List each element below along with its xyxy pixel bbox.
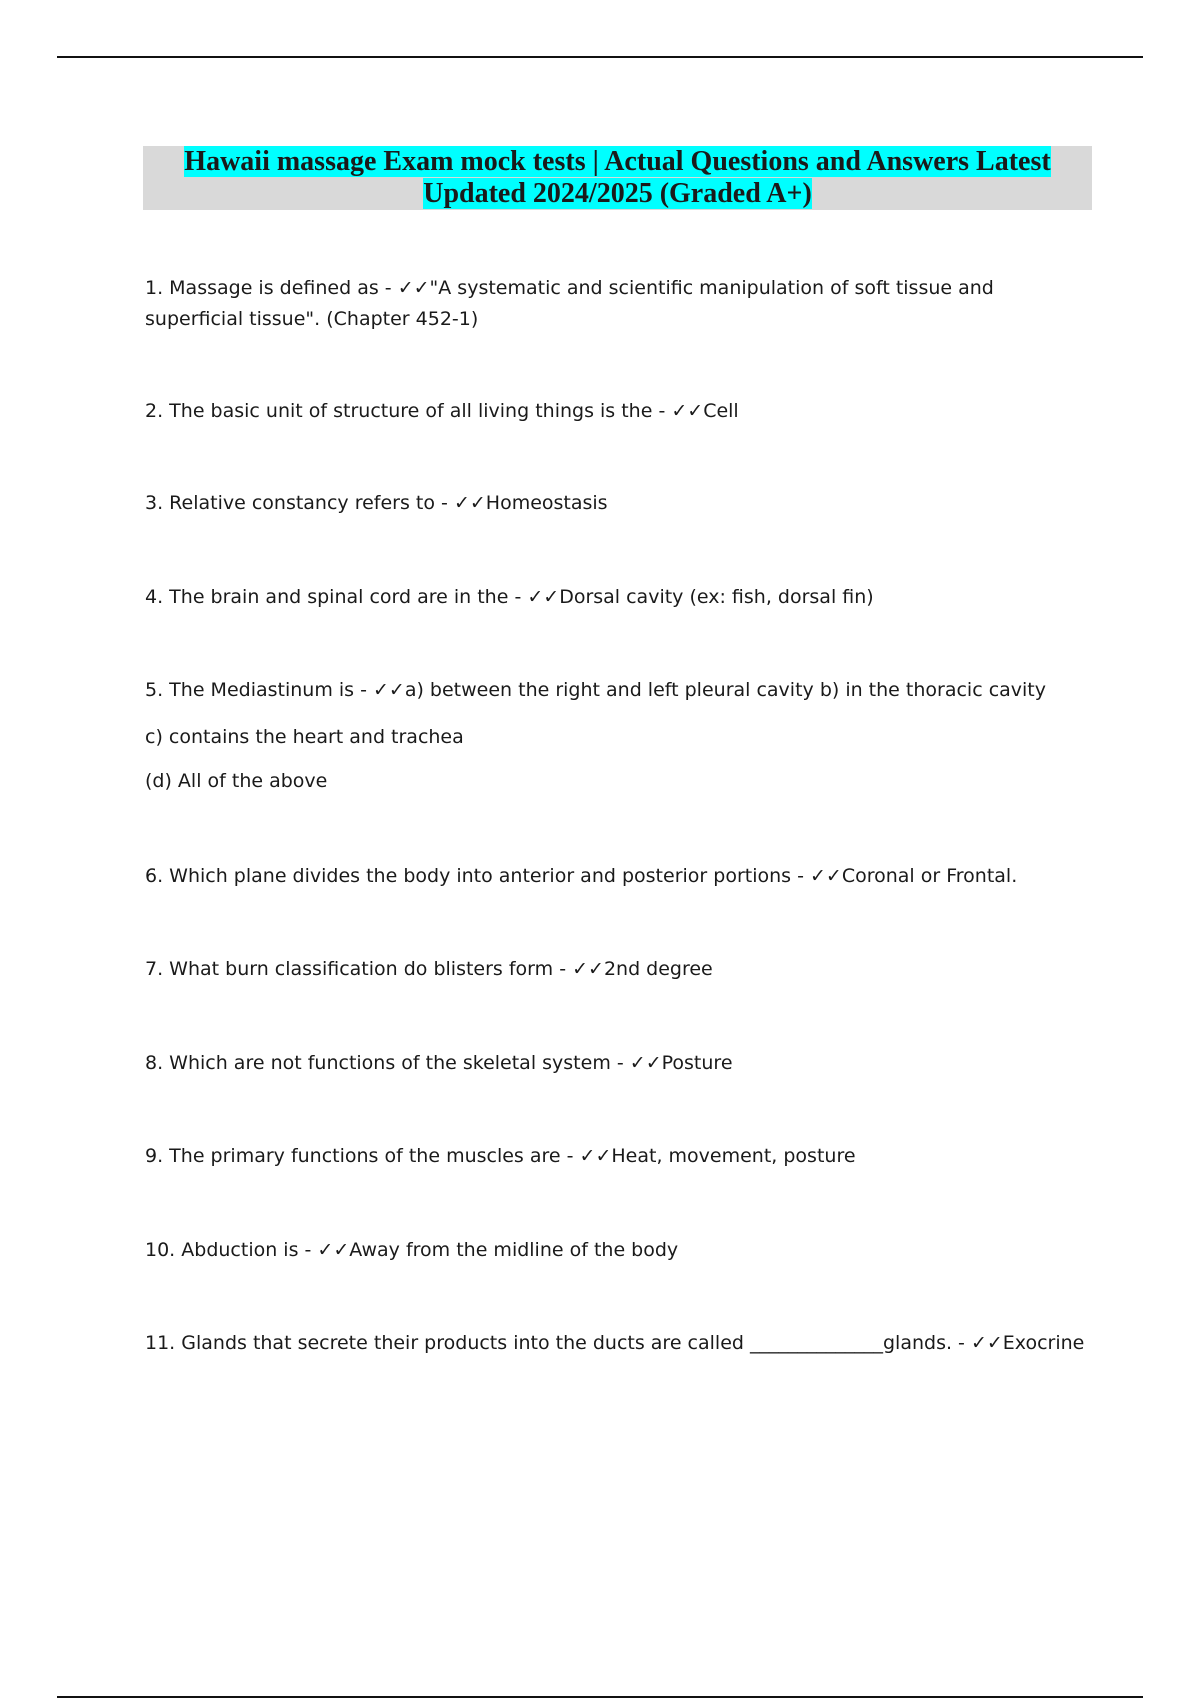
question-11: 11. Glands that secrete their products into the ducts are called ______________glands. - ✓✓Exocrine — [145, 1332, 1085, 1354]
document-title — [143, 146, 1092, 210]
question-5-option-d: (d) All of the above — [145, 770, 328, 792]
title-line-1: Hawaii massage Exam mock tests | Actual Questions and Answers Latest — [184, 146, 1051, 177]
question-4: 4. The brain and spinal cord are in the - ✓✓Dorsal cavity (ex: fish, dorsal fin) — [145, 586, 874, 608]
question-9: 9. The primary functions of the muscles are - ✓✓Heat, movement, posture — [145, 1145, 856, 1167]
question-2: 2. The basic unit of structure of all living things is the - ✓✓Cell — [145, 400, 739, 422]
question-1: 1. Massage is defined as - ✓✓"A systematic and scientific manipulation of soft tissue and superficial tissue". (Chapter 452-1) — [145, 277, 994, 330]
question-6: 6. Which plane divides the body into anterior and posterior portions - ✓✓Coronal or Frontal. — [145, 865, 1018, 887]
title-line-2: Updated 2024/2025 (Graded A+) — [423, 178, 812, 209]
question-10: 10. Abduction is - ✓✓Away from the midline of the body — [145, 1239, 679, 1261]
question-8: 8. Which are not functions of the skeletal system - ✓✓Posture — [145, 1052, 733, 1074]
question-5: 5. The Mediastinum is - ✓✓a) between the right and left pleural cavity b) in the thoracic cavity — [145, 679, 1046, 701]
bottom-rule — [57, 1696, 1143, 1698]
top-rule — [57, 56, 1143, 58]
question-7: 7. What burn classification do blisters form - ✓✓2nd degree — [145, 958, 713, 980]
question-5-option-c: c) contains the heart and trachea — [145, 726, 464, 748]
question-3: 3. Relative constancy refers to - ✓✓Homeostasis — [145, 492, 608, 514]
